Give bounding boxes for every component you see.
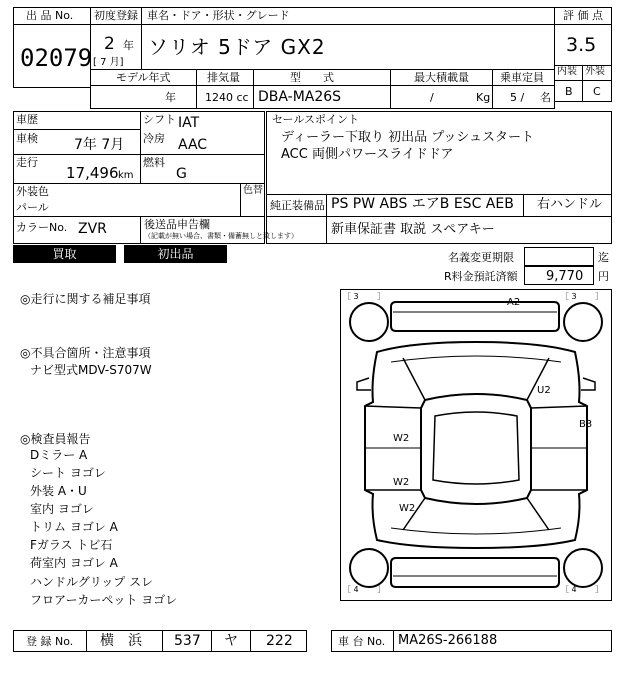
ext-color-value: パール: [16, 201, 49, 214]
corner-label-br: ［ 4 ］: [561, 585, 604, 594]
interior-label: 内装: [557, 66, 577, 77]
color-change-label: 色替: [243, 185, 263, 196]
equipment-docs: 新車保証書 取説 スペアキー: [331, 222, 495, 237]
capacity-label: 乗車定員: [500, 71, 544, 84]
fuel-value: G: [176, 166, 187, 182]
name-change-unit: 迄: [598, 251, 609, 264]
model-year-unit: 年: [165, 91, 176, 104]
driving-notes-header: ◎走行に関する補足事項: [20, 292, 151, 306]
capacity-value: 5 /: [510, 91, 525, 104]
type-value: DBA-MA26S: [258, 89, 342, 105]
inspector-item: トリム ヨゴレ A: [30, 520, 118, 534]
sales-points-line1: ディーラー下取り 初出品 プッシュスタート: [281, 130, 535, 145]
mileage-label: 走行: [16, 156, 38, 169]
car-outline: [341, 290, 611, 600]
corner-label-bl: ［ 4 ］: [343, 585, 386, 594]
inspection-value: 7年 7月: [74, 137, 125, 153]
chassis-label: 車 台 No.: [338, 635, 386, 648]
buy-tag: 買取: [13, 245, 116, 263]
history-label: 車歴: [16, 113, 38, 126]
aftermarket-label: 後送品申告欄: [144, 218, 210, 231]
chassis-number: MA26S-266188: [398, 633, 498, 648]
recycle-unit: 円: [598, 270, 609, 283]
load-slash: /: [430, 91, 434, 104]
mileage-value: 17,496: [66, 164, 119, 182]
inspector-item: 室内 ヨゴレ: [30, 502, 94, 516]
handle-side: 右ハンドル: [537, 197, 603, 212]
aftermarket-note: （記載が無い場合、書類・備蓄無しと致します）: [144, 232, 298, 240]
score-value: 3.5: [566, 34, 597, 56]
damage-mark-b3: B3: [579, 419, 593, 430]
load-unit: Kg: [476, 91, 491, 104]
ac-label: 冷房: [143, 132, 165, 145]
car-diagram: [340, 289, 612, 601]
damage-mark-a2: A2: [507, 297, 521, 308]
name-label: 車名・ドア・形状・グレード: [147, 9, 290, 22]
interior-grade: B: [565, 85, 573, 98]
displacement-value: 1240 cc: [205, 91, 249, 104]
corner-label-tr: ［ 3 ］: [561, 292, 604, 301]
defect-header: ◎不具合箇所・注意事項: [20, 346, 151, 360]
lot-number: 02079: [20, 44, 93, 72]
registration-number: 222: [266, 633, 293, 649]
inspection-label: 車検: [16, 132, 38, 145]
inspector-item: Dミラー A: [30, 448, 88, 462]
sales-points-label: セールスポイント: [272, 113, 360, 126]
ext-color-label: 外装色: [16, 185, 49, 198]
shift-value: IAT: [178, 115, 200, 131]
inspector-item: 荷室内 ヨゴレ A: [30, 556, 118, 570]
first-reg-month: [ 7 月]: [93, 57, 124, 68]
exterior-label: 外装: [585, 66, 605, 77]
color-no-value: ZVR: [78, 221, 107, 237]
registration-class: 537: [174, 633, 201, 649]
displacement-label: 排気量: [207, 71, 240, 84]
lot-label: 出 品 No.: [26, 9, 74, 22]
registration-area: 横 浜: [100, 633, 142, 649]
damage-mark-w2: W2: [393, 477, 410, 488]
color-no-label: カラーNo.: [16, 221, 68, 234]
name-change-box: [524, 247, 594, 266]
exterior-grade: C: [593, 85, 601, 98]
defect-item: ナビ型式MDV-S707W: [30, 363, 152, 377]
registration-label: 登 録 No.: [26, 635, 74, 648]
car-name: ソリオ 5ドア GX2: [148, 35, 326, 59]
capacity-unit: 名: [540, 91, 551, 104]
inspector-item: ハンドルグリップ スレ: [30, 575, 154, 589]
equipment-items: PS PW ABS エアB ESC AEB: [331, 196, 514, 212]
inspector-item: Fガラス トビ石: [30, 538, 113, 552]
equipment-label: 純正装備品: [270, 199, 325, 212]
sales-points-line2: ACC 両側パワースライドドア: [281, 147, 454, 162]
inspector-item: フロアーカーペット ヨゴレ: [30, 593, 178, 607]
inspector-item: 外装 A・U: [30, 484, 87, 498]
fuel-label: 燃料: [143, 156, 165, 169]
first-reg-year-unit: 年: [123, 39, 134, 52]
inspector-item: シート ヨゴレ: [30, 466, 106, 480]
damage-mark-w2: W2: [393, 433, 410, 444]
corner-label-tl: ［ 3 ］: [343, 292, 386, 301]
registration-kana: ヤ: [224, 633, 238, 649]
damage-mark-u2: U2: [537, 385, 551, 396]
model-year-label: モデル年式: [116, 71, 171, 84]
score-label: 評 価 点: [563, 9, 603, 22]
mileage-unit: km: [118, 170, 134, 181]
type-label: 型 式: [290, 71, 334, 84]
first-reg-year: 2: [104, 34, 115, 54]
name-change-label: 名義変更期限: [448, 251, 514, 264]
inspector-header: ◎検査員報告: [20, 432, 91, 446]
max-load-label: 最大積載量: [414, 71, 469, 84]
recycle-value: 9,770: [546, 269, 584, 284]
ac-value: AAC: [178, 137, 208, 153]
recycle-label: R料金預託済額: [444, 270, 518, 283]
first-listing-tag: 初出品: [124, 245, 227, 263]
shift-label: シフト: [143, 113, 176, 126]
first-reg-label: 初度登録: [94, 9, 138, 22]
damage-mark-w2: W2: [399, 503, 416, 514]
